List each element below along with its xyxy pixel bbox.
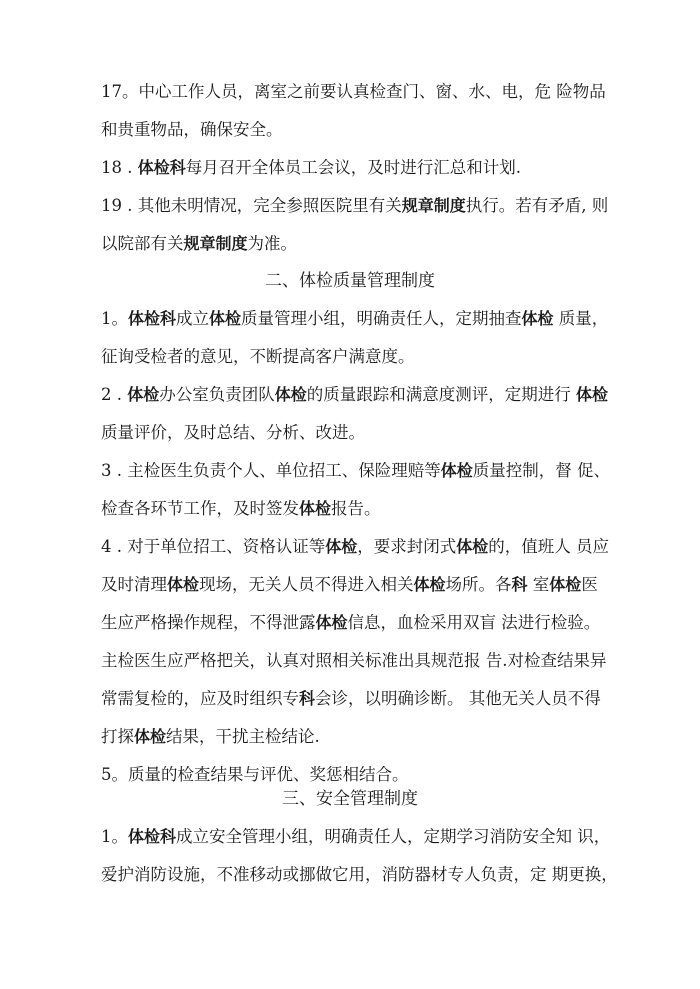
text-run: 17。中心工作人员，离室之前要认真检查门、窗、水、电，危 险物品: [101, 82, 606, 101]
text-run: 爱护消防设施，不准移动或挪做它用，消防器材专人负责，定 期更换，: [101, 865, 618, 884]
bold-keyword: 规章制度: [401, 196, 466, 215]
text-run: 的，值班人 员应: [488, 537, 610, 556]
text-line: [101, 490, 611, 528]
text-run: 质量评价，及时总结、分析、改进。: [101, 423, 365, 442]
text-run: 结果，干扰主检结论.: [166, 727, 320, 746]
text-line: [101, 149, 611, 187]
text-run: 为准。: [247, 234, 298, 253]
section-safety-management: [101, 818, 618, 894]
heading-quality-management: 二、体检质量管理制度: [265, 271, 435, 291]
text-run: 场所。各: [445, 575, 512, 594]
text-line: [101, 376, 611, 414]
bold-keyword: 科: [511, 575, 528, 594]
bold-keyword: 体检: [576, 385, 609, 404]
text-line: [101, 642, 611, 680]
section-general-rules: [101, 73, 611, 263]
bold-keyword: 体检科: [137, 158, 186, 177]
text-run: 质量管理小组，明确责任人，定期抽查: [241, 309, 522, 328]
text-run: 2 .: [101, 385, 128, 404]
text-run: 现场，无关人员不得进入相关: [199, 575, 414, 594]
text-run: 征询受检者的意见，不断提高客户满意度。: [101, 347, 415, 366]
bold-keyword: 规章制度: [183, 234, 248, 253]
bold-keyword: 体检: [521, 309, 554, 328]
text-run: 质量，: [553, 309, 609, 328]
bold-keyword: 体检: [325, 537, 358, 556]
bold-keyword: 体检: [315, 613, 348, 632]
text-run: 19 . 其他未明情况，完全参照医院里有关: [101, 196, 402, 215]
bold-keyword: 体检: [134, 727, 167, 746]
text-line: [101, 718, 611, 756]
text-line: [101, 528, 611, 566]
text-line: [101, 818, 611, 856]
text-run: 办公室负责团队: [159, 385, 275, 404]
heading-safety-management: 三、安全管理制度: [282, 789, 418, 809]
text-line: [101, 300, 611, 338]
bold-keyword: 体检: [209, 309, 242, 328]
text-run: 室: [527, 575, 550, 594]
text-run: 信息，血检采用双盲 法进行检验。: [347, 613, 601, 632]
text-line: [101, 338, 611, 376]
bold-keyword: 科: [299, 689, 316, 708]
text-run: 成立安全管理小组，明确责任人，定期学习消防安全知 识，: [176, 827, 611, 846]
text-line: [101, 187, 611, 225]
text-run: 医: [581, 575, 598, 594]
text-run: ，要求封闭式: [357, 537, 457, 556]
bold-keyword: 体检科: [128, 827, 177, 846]
text-line: [101, 414, 611, 452]
text-run: 报告。: [331, 499, 381, 518]
text-run: 主检医生应严格把关，认真对照相关标准出具规范报 告.对检查结果异: [101, 651, 607, 670]
text-run: 3 . 主检医生负责个人、单位招工、保险理赔等: [101, 461, 441, 480]
bold-keyword: 体检: [549, 575, 582, 594]
text-run: 的质量跟踪和满意度测评，定期进行: [306, 385, 577, 404]
text-line: [101, 680, 611, 718]
text-run: 打探: [101, 727, 134, 746]
bold-keyword: 体检: [456, 537, 489, 556]
text-run: 1。: [101, 309, 128, 328]
text-line: [101, 566, 611, 604]
text-run: 4 . 对于单位招工、资格认证等: [101, 537, 326, 556]
text-run: 会诊，以明确诊断。 其他无关人员不得: [315, 689, 601, 708]
text-run: 质量控制，督 促、: [472, 461, 610, 480]
text-run: 和贵重物品，确保安全。: [101, 120, 283, 139]
text-run: 执行。若有矛盾, 则: [465, 196, 609, 215]
bold-keyword: 体检: [127, 385, 160, 404]
bold-keyword: 体检: [413, 575, 446, 594]
text-run: 成立: [176, 309, 210, 328]
text-run: 检查各环节工作，及时签发: [101, 499, 299, 518]
bold-keyword: 体检科: [128, 309, 177, 328]
text-run: 以院部有关: [101, 234, 184, 253]
text-line: [101, 225, 611, 263]
text-line: [101, 604, 611, 642]
bold-keyword: 体检: [274, 385, 307, 404]
text-run: 18 .: [101, 158, 138, 177]
bold-keyword: 体检: [167, 575, 200, 594]
text-run: 生应严格操作规程，不得泄露: [101, 613, 316, 632]
text-line: [101, 73, 611, 111]
text-run: 每月召开全体员工会议，及时进行汇总和计划.: [185, 158, 521, 177]
text-line: [101, 856, 618, 894]
text-run: 5。质量的检查结果与评优、奖惩相结合。: [101, 765, 409, 784]
text-run: 及时清理: [101, 575, 167, 594]
text-line: [101, 452, 611, 490]
text-run: 常需复检的，应及时组织专: [101, 689, 299, 708]
text-run: 1。: [101, 827, 128, 846]
bold-keyword: 体检: [299, 499, 332, 518]
text-line: [101, 111, 611, 149]
bold-keyword: 体检: [440, 461, 473, 480]
section-quality-management: [101, 300, 611, 794]
